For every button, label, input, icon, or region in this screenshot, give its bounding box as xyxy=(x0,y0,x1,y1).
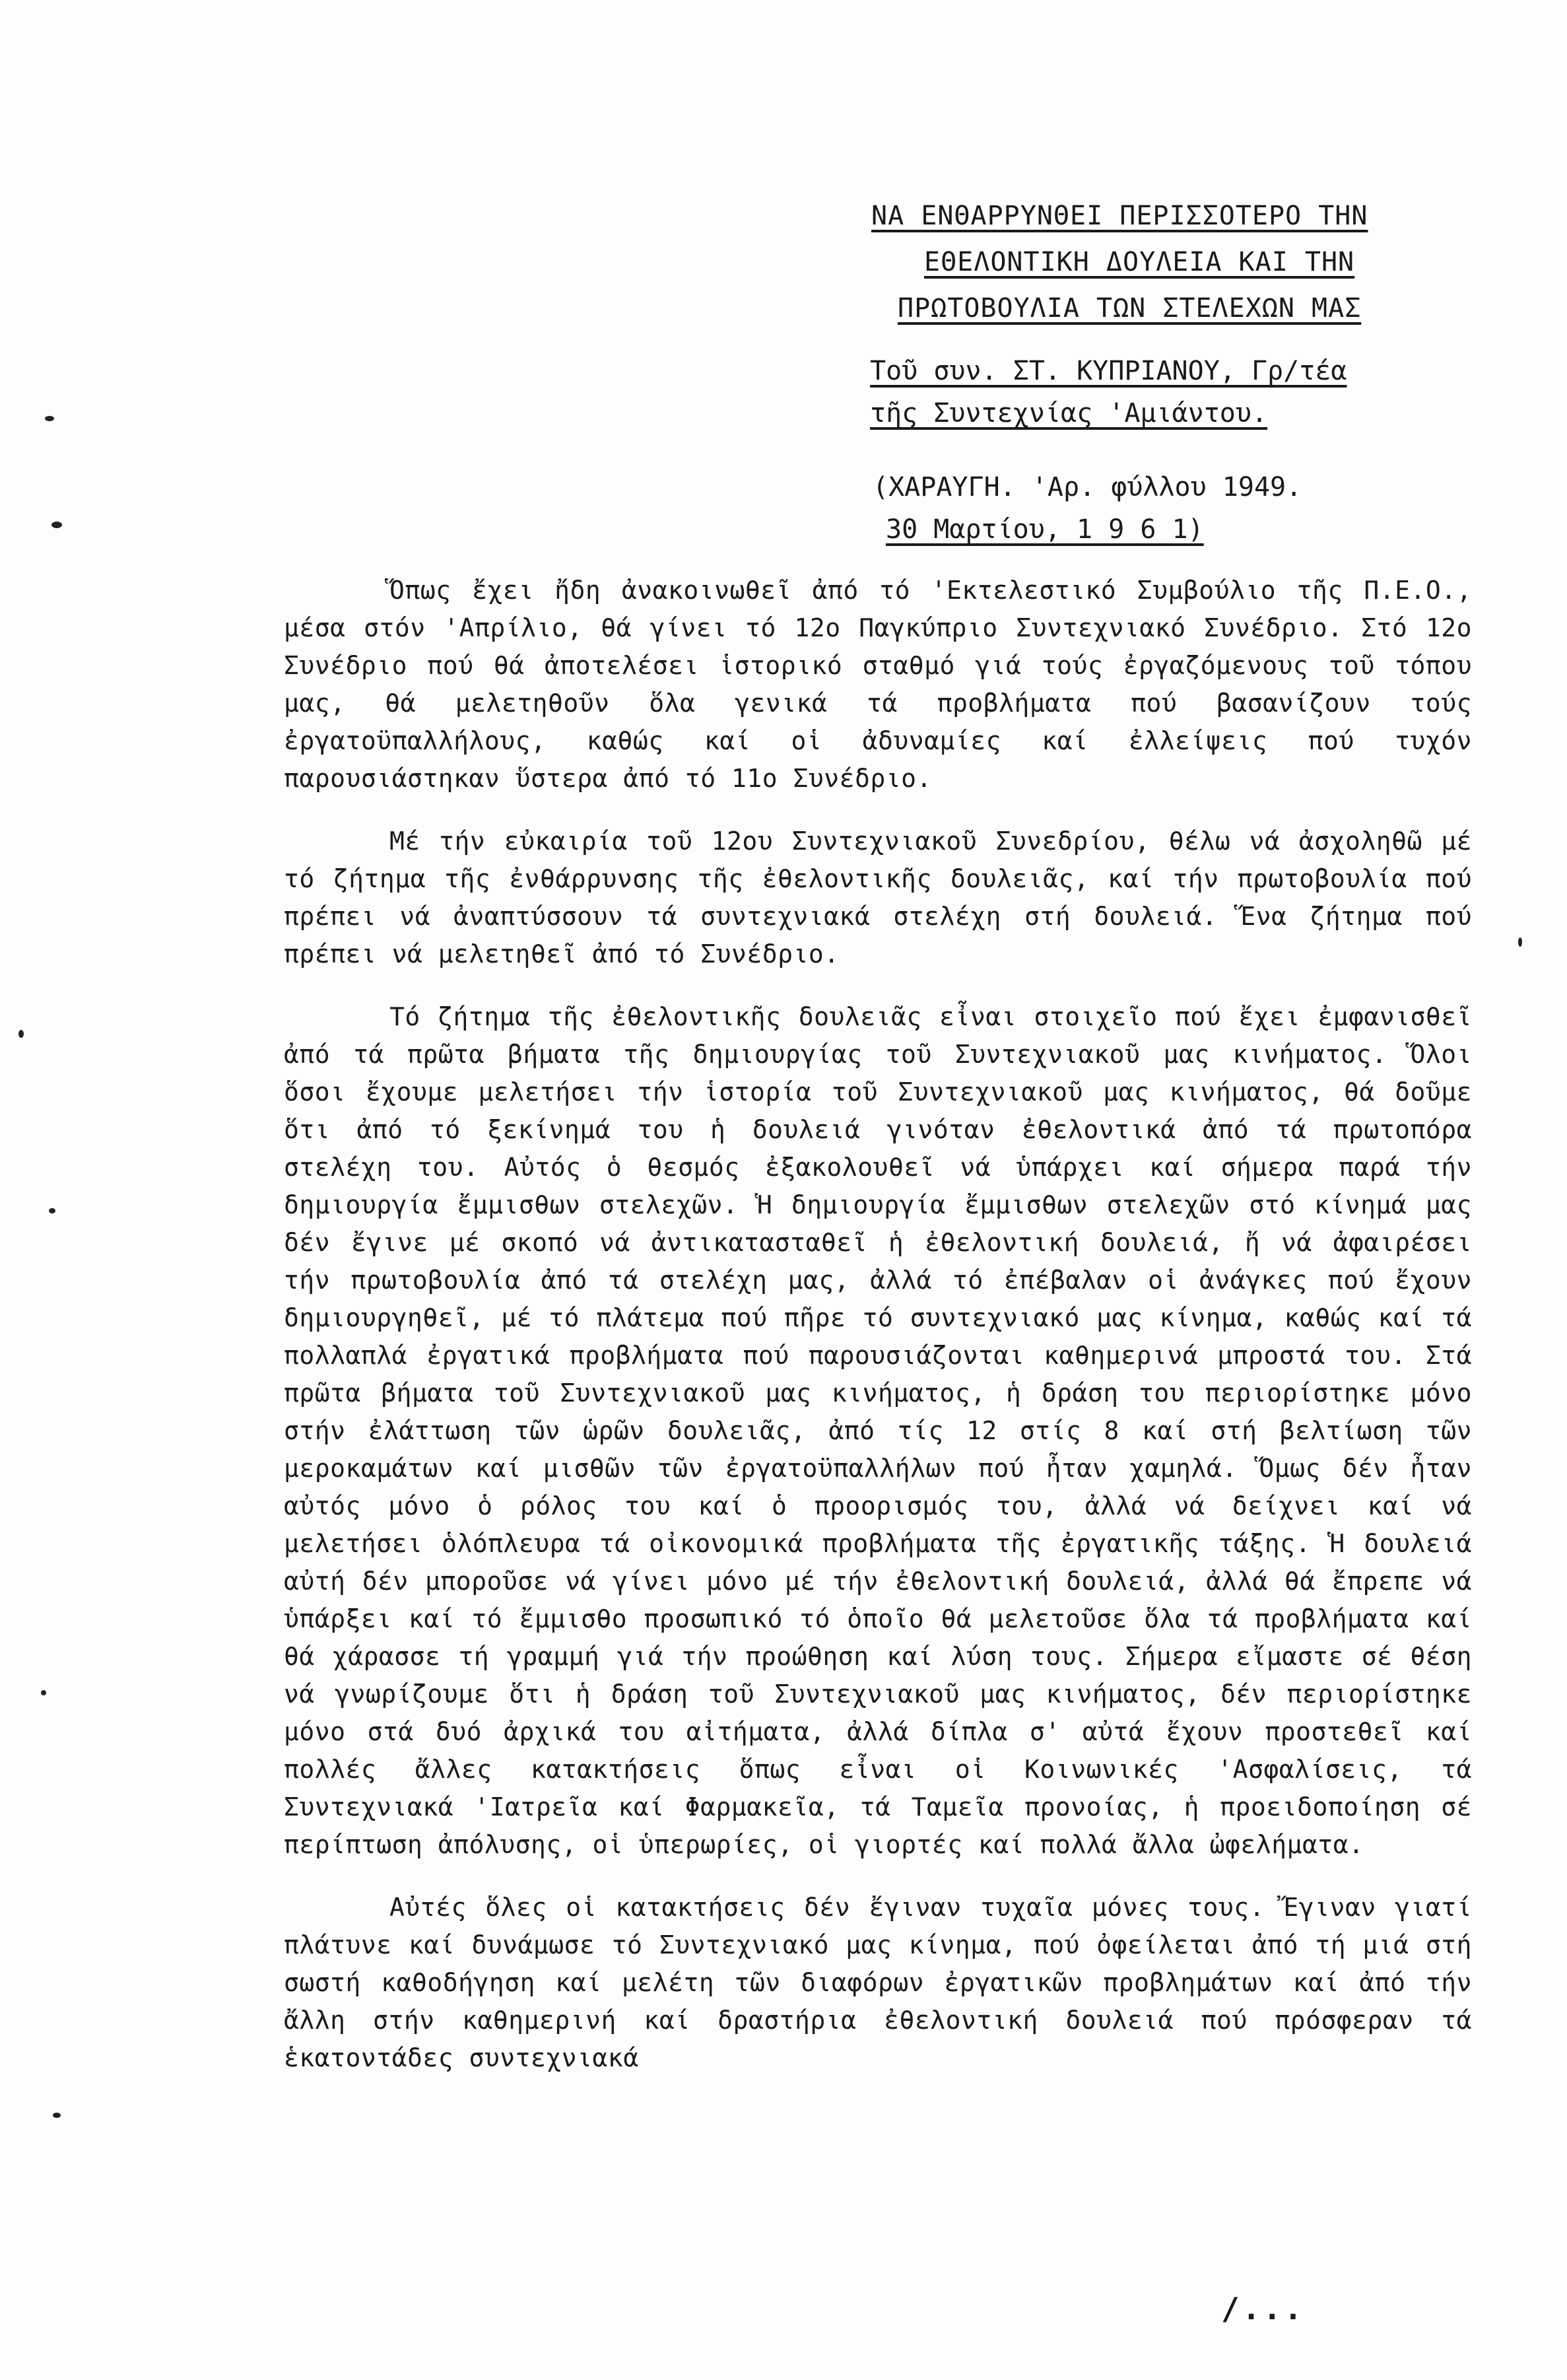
scan-speck xyxy=(1518,937,1522,947)
scan-speck xyxy=(49,1208,55,1213)
source-date: 30 Μαρτίου, 1 9 6 1) xyxy=(886,514,1204,545)
source-citation xyxy=(873,466,1467,551)
author-line-2: τῆς Συντεχνίας 'Αμιάντου. xyxy=(870,398,1268,428)
paragraph-2: Μέ τήν εὐκαιρία τοῦ 12ου Συντεχνιακοῦ Συνεδρίου, θέλω νά ἀσχοληθῶ μέ τό ζήτημα τῆς ἐνθάρρυνσης τῆς ἐθελοντικῆς δουλειᾶς, καί τήν πρωτοβουλία πού πρέπει νά ἀναπτύσσουν τά συντεχνιακά στελέχη στή δουλειά. Ἕνα ζήτημα πού πρέπει νά μελετηθεῖ ἀπό τό Συνέδριο. xyxy=(284,827,1472,969)
title-line-2: ΕΘΕΛΟΝΤΙΚΗ ΔΟΥΛΕΙΑ ΚΑΙ ΤΗΝ xyxy=(924,247,1355,277)
scan-speck xyxy=(53,2113,61,2118)
scan-speck xyxy=(18,1030,24,1038)
scan-speck xyxy=(51,522,62,528)
author-line-1: Τοῦ συν. ΣΤ. ΚΥΠΡΙΑΝΟΥ, Γρ/τέα xyxy=(870,356,1347,386)
paragraph-3: Τό ζήτημα τῆς ἐθελοντικῆς δουλειᾶς εἶναι στοιχεῖο πού ἔχει ἐμφανισθεῖ ἀπό τά πρῶτα βήματα τῆς δημιουργίας τοῦ Συντεχνιακοῦ μας κινήματος. Ὅλοι ὅσοι ἔχουμε μελετήσει τήν ἱστορία τοῦ Συντεχνιακοῦ μας κινήματος, θά δοῦμε ὅτι ἀπό τό ξεκίνημά του ἡ δουλειά γινόταν ἐθελοντικά ἀπό τά πρωτοπόρα στελέχη του. Αὐτός ὁ θεσμός ἐξακολουθεῖ νά ὑπάρχει καί σήμερα παρά τήν δημιουργία ἔμμισθων στελεχῶν. Ἡ δημιουργία ἔμμισθων στελεχῶν στό κίνημά μας δέν ἔγινε μέ σκοπό νά ἀντικατασταθεῖ ἡ ἐθελοντική δουλειά, ἤ νά ἀφαιρέσει τήν πρωτοβουλία ἀπό τά στελέχη μας, ἀλλά τό ἐπέβαλαν οἱ ἀνάγκες πού ἔχουν δημιουργηθεῖ, μέ τό πλάτεμα πού πῆρε τό συντεχνιακό μας κίνημα, καθώς καί τά πολλαπλά ἐργατικά προβλήματα πού παρουσιάζονται καθημερινά μπροστά του. Στά πρῶτα βήματα τοῦ Συντεχνιακοῦ μας κινήματος, ἡ δράση του περιορίστηκε μόνο στήν ἐλάττωση τῶν ὡρῶν δουλειᾶς, ἀπό τίς 12 στίς 8 καί στή βελτίωση τῶν μεροκαμάτων καί μισθῶν τῶν ἐργατοϋπαλλήλων πού ἦταν χαμηλά. Ὅμως δέν ἦταν αὐτός μόνο ὁ ρόλος του καί ὁ προορισμός του, ἀλλά νά δείχνει καί νά μελετήσει ὁλόπλευρα τά οἰκονομικά προβλήματα τῆς ἐργατικῆς τάξης. Ἡ δουλειά αὐτή δέν μποροῦσε νά γίνει μόνο μέ τήν ἐθελοντική δουλειά, ἀλλά θά ἔπρεπε νά ὑπάρξει καί τό ἔμμισθο προσωπικό τό ὁποῖο θά μελετοῦσε ὅλα τά προβλήματα καί θά χάρασσε τή γραμμή γιά τήν προώθηση καί λύση τους. Σήμερα εἴμαστε σέ θέση νά γνωρίζουμε ὅτι ἡ δράση τοῦ Συντεχνιακοῦ μας κινήματος, δέν περιορίστηκε μόνο στά δυό ἀρχικά του αἰτήματα, ἀλλά δίπλα σ' αὐτά ἔχουν προστεθεῖ καί πολλές ἄλλες κατακτήσεις ὅπως εἶναι οἱ Κοινωνικές 'Ασφαλίσεις, τά Συντεχνιακά 'Ιατρεῖα καί Φαρμακεῖα, τά Ταμεῖα προνοίας, ἡ προειδοποίηση σέ περίπτωση ἀπόλυσης, οἱ ὑπερωρίες, οἱ γιορτές καί πολλά ἄλλα ὠφελήματα. xyxy=(284,1002,1472,1859)
paragraph-1: Ὅπως ἔχει ἤδη ἀνακοινωθεῖ ἀπό τό 'Εκτελεστικό Συμβούλιο τῆς Π.Ε.Ο., μέσα στόν 'Απρίλιο, θά γίνει τό 12ο Παγκύπριο Συντεχνιακό Συνέδριο. Στό 12ο Συνέδριο πού θά ἀποτελέσει ἱστορικό σταθμό γιά τούς ἐργαζόμενους τοῦ τόπου μας, θά μελετηθοῦν ὅλα γενικά τά προβλήματα πού βασανίζουν τούς ἐργατοϋπαλλήλους, καθώς καί οἱ ἀδυναμίες καί ἐλλείψεις πού τυχόν παρουσιάστηκαν ὕστερα ἀπό τό 11ο Συνέδριο. xyxy=(284,576,1472,793)
author-byline xyxy=(870,350,1464,434)
continuation-mark: /... xyxy=(1221,2291,1305,2327)
article-body xyxy=(284,572,1472,2102)
paragraph-4: Αὐτές ὅλες οἱ κατακτήσεις δέν ἔγιναν τυχαῖα μόνες τους. Ἔγιναν γιατί πλάτυνε καί δυνάμωσε τό Συντεχνιακό μας κίνημα, πού ὀφείλεται ἀπό τή μιά στή σωστή καθοδήγηση καί μελέτη τῶν διαφόρων ἐργατικῶν προβλημάτων καί ἀπό τήν ἄλλη στήν καθημερινή καί δραστήρια ἐθελοντική δουλειά πού πρόσφεραν τά ἑκατοντάδες συντεχνιακά xyxy=(284,1893,1472,2072)
source-newspaper: (ΧΑΡΑΥΓΗ. 'Αρ. φύλλου 1949. xyxy=(873,472,1302,502)
scan-speck xyxy=(41,1690,46,1695)
scan-speck xyxy=(45,416,54,421)
article-title xyxy=(871,193,1452,331)
title-line-1: ΝΑ ΕΝΘΑΡΡΥΝΘΕΙ ΠΕΡΙΣΣΟΤΕΡΟ ΤΗΝ xyxy=(871,201,1368,231)
title-line-3: ΠΡΩΤΟΒΟΥΛΙΑ ΤΩΝ ΣΤΕΛΕΧΩΝ ΜΑΣ xyxy=(898,293,1362,323)
